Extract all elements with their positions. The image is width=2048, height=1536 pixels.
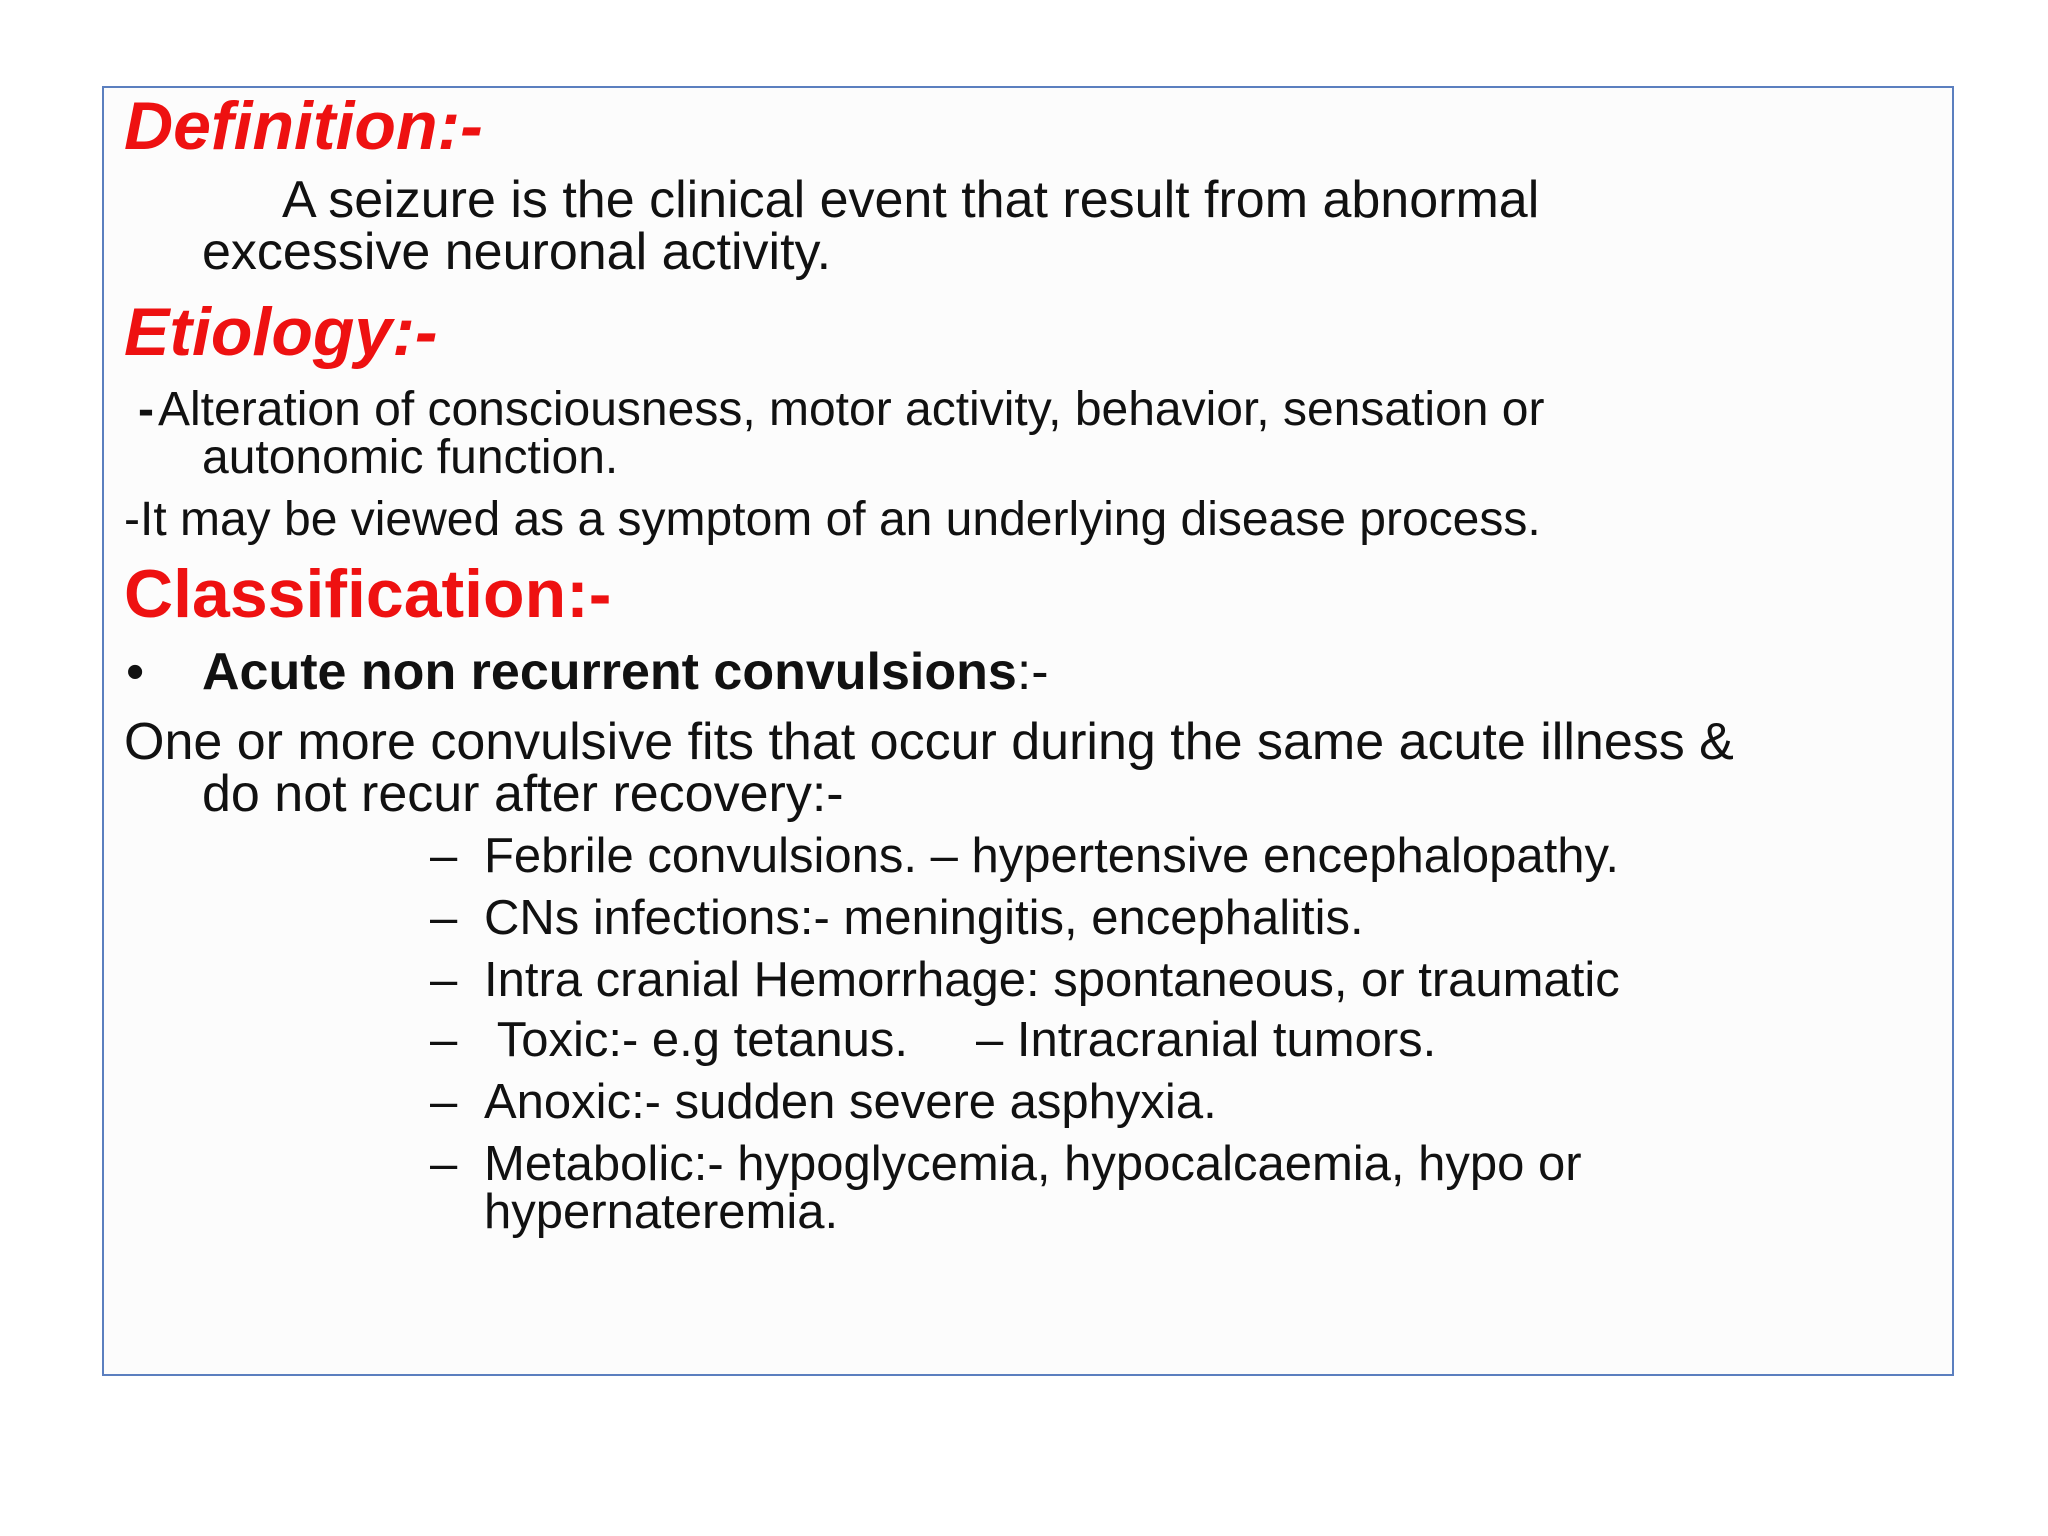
etiology-item1-dash: -: [138, 383, 154, 436]
definition-text-line1: A seizure is the clinical event that result from abnormal: [282, 171, 1540, 229]
classification-heading: Classification:-: [124, 556, 612, 632]
list-item: Toxic:- e.g tetanus. – Intracranial tumors.: [484, 1013, 1437, 1067]
list-item: Anoxic:- sudden severe asphyxia.: [484, 1075, 1217, 1129]
list-item: Intra cranial Hemorrhage: spontaneous, or traumatic: [484, 953, 1620, 1007]
definition-heading: Definition:-: [124, 88, 483, 164]
bullet-title: Acute non recurrent convulsions: [202, 643, 1017, 701]
list-item: Metabolic:- hypoglycemia, hypocalcaemia, hypo or: [484, 1137, 1582, 1191]
classification-desc-line1: One or more convulsive fits that occur during the same acute illness &: [124, 713, 1734, 771]
bullet-suffix: :-: [1016, 643, 1049, 701]
classification-desc-line2: do not recur after recovery:-: [202, 765, 844, 823]
etiology-item2: -It may be viewed as a symptom of an underlying disease process.: [124, 493, 1541, 546]
list-dash-icon: –: [430, 1013, 458, 1067]
list-dash-icon: –: [430, 891, 458, 945]
list-dash-icon: –: [430, 1075, 458, 1129]
etiology-heading: Etiology:-: [124, 294, 438, 370]
etiology-item1-line1: Alteration of consciousness, motor activity, behavior, sensation or: [158, 383, 1545, 436]
bullet-line: [202, 643, 1049, 701]
definition-text-line2: excessive neuronal activity.: [202, 223, 832, 281]
etiology-item1-line2: autonomic function.: [202, 431, 619, 484]
list-item-continuation: hypernateremia.: [484, 1185, 839, 1239]
list-dash-icon: –: [430, 1137, 458, 1191]
bullet-icon: •: [126, 643, 145, 701]
list-item: Febrile convulsions. – hypertensive encephalopathy.: [484, 829, 1619, 883]
list-dash-icon: –: [430, 829, 458, 883]
list-dash-icon: –: [430, 953, 458, 1007]
list-item: CNs infections:- meningitis, encephalitis.: [484, 891, 1364, 945]
